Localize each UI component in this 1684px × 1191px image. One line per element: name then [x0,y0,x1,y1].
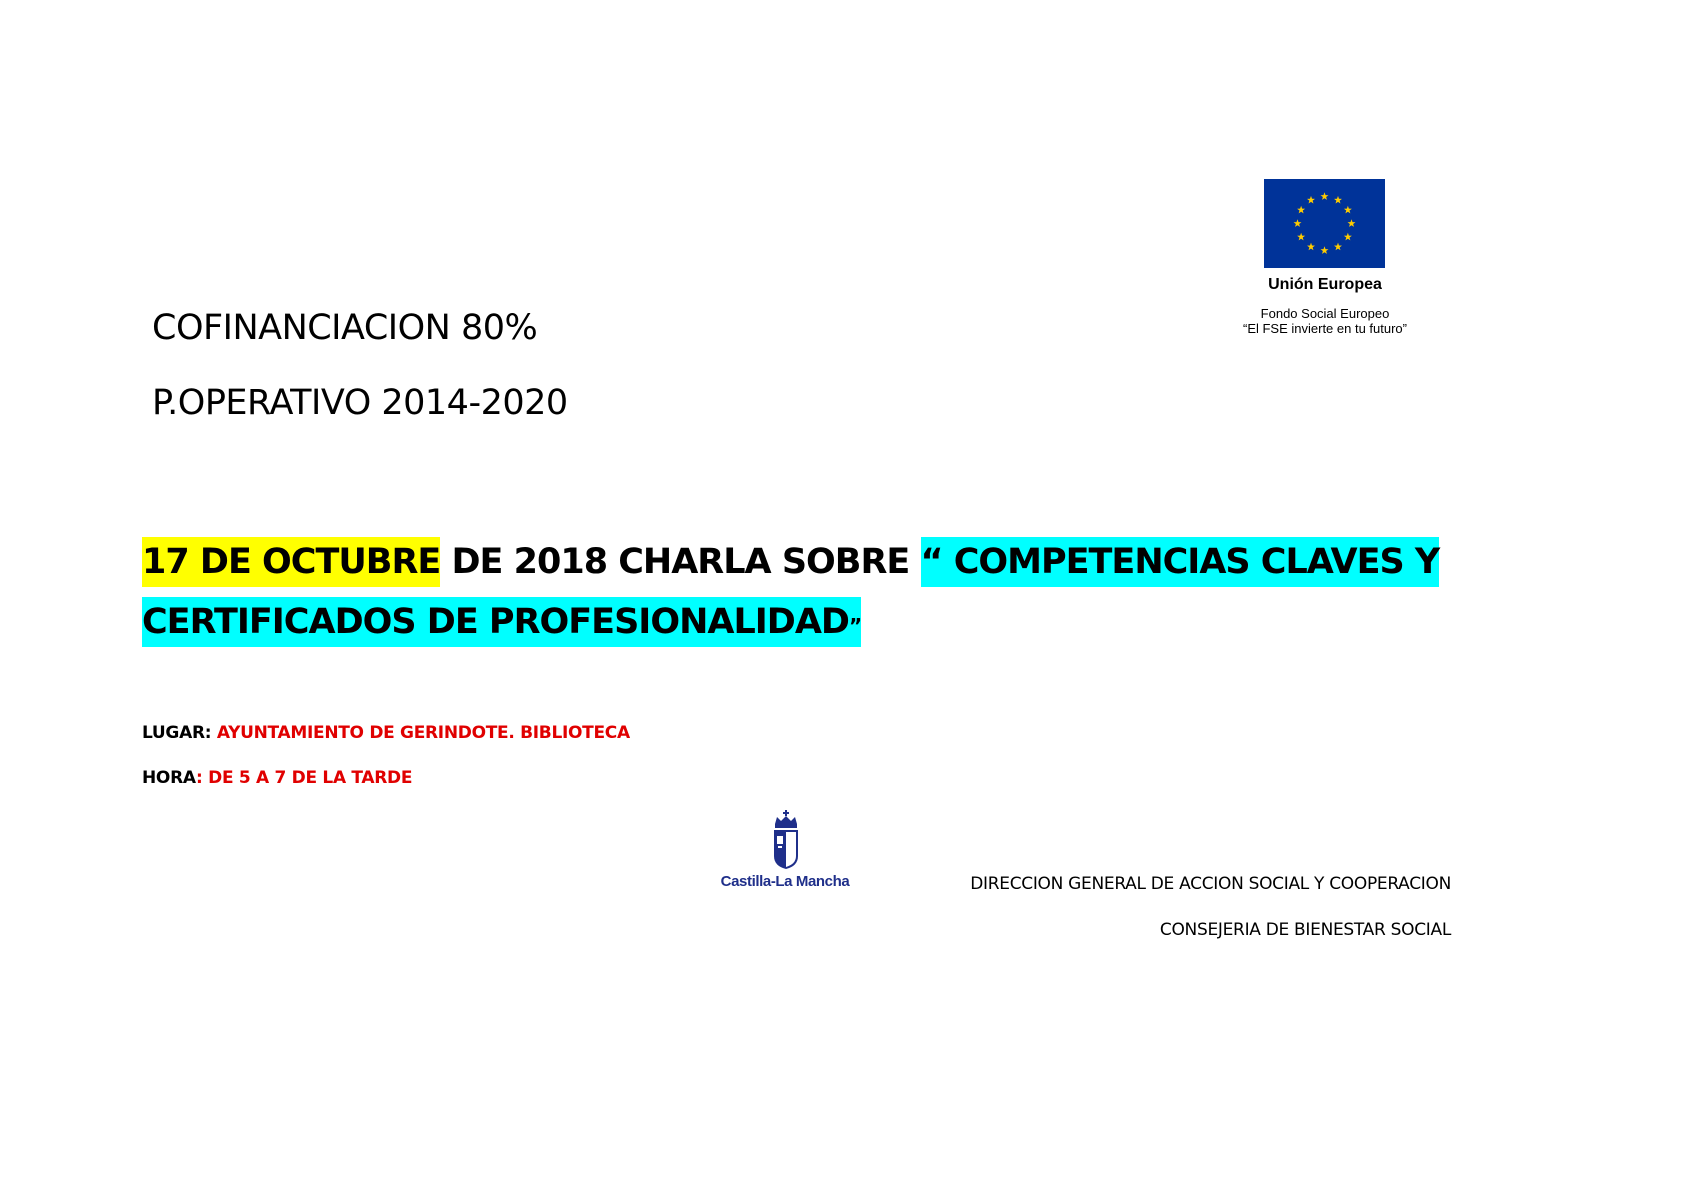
heading-topic-part2: CERTIFICADOS DE PROFESIONALIDAD [142,602,849,642]
castilla-la-mancha-text: Castilla-La Mancha [720,873,850,890]
eu-flag-logo [1264,179,1385,268]
lugar-label: LUGAR [142,723,205,743]
heading-closing-quote: ” [848,614,862,638]
hora-line [142,768,412,788]
direccion-general-text: DIRECCION GENERAL DE ACCION SOCIAL Y COOPERACION [970,874,1451,894]
eu-fund-line1: Fondo Social Europeo [1260,306,1390,321]
heading-line-2 [142,602,861,642]
castilla-la-mancha-emblem-icon [771,810,801,870]
programa-operativo-text: P.OPERATIVO 2014-2020 [152,383,568,423]
eu-flag-icon [1264,179,1385,268]
cofinanciacion-text: COFINANCIACION 80% [152,308,538,348]
eu-title: Unión Europea [1268,276,1382,293]
heading-middle: DE 2018 CHARLA SOBRE [440,542,921,582]
hora-value: : DE 5 A 7 DE LA TARDE [196,768,413,788]
lugar-value: AYUNTAMIENTO DE GERINDOTE. BIBLIOTECA [216,723,630,743]
consejeria-text: CONSEJERIA DE BIENESTAR SOCIAL [1159,920,1451,940]
castilla-la-mancha-logo [771,810,801,870]
heading-topic-part2-wrap [142,597,861,647]
hora-label: HORA [142,768,197,788]
lugar-line [142,723,630,743]
heading-topic-part1: “ COMPETENCIAS CLAVES Y [921,537,1440,587]
heading-line-1 [142,542,1439,582]
heading-date-highlight: 17 DE OCTUBRE [142,537,440,587]
lugar-separator: : [204,723,217,743]
eu-fund-text [1200,306,1450,336]
eu-fund-line2: “El FSE invierte en tu futuro” [1242,321,1407,336]
